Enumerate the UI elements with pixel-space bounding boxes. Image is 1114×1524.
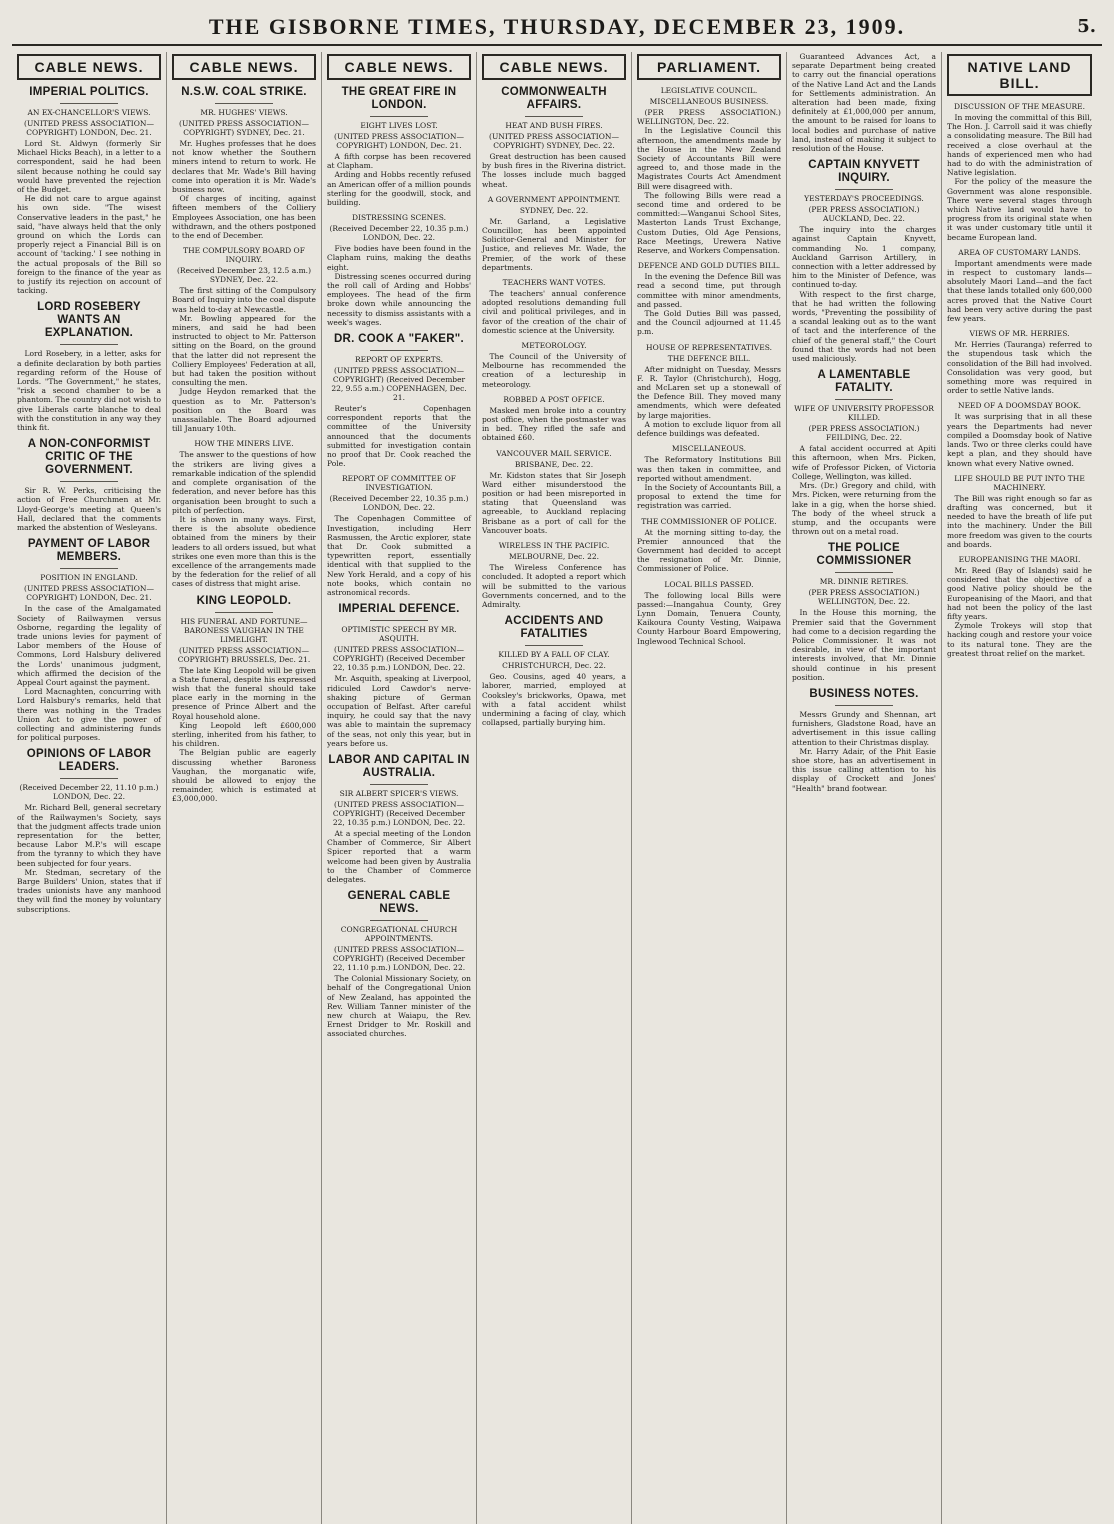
article-paragraph: In the House this morning, the Premier said that the Government had come to a decision regarding the Police Commissioner. It was not desirable, in view of the important interests involved, that Mr. Dinnie should continue in his present position. bbox=[792, 608, 936, 682]
article-dateline: (UNITED PRESS ASSOCIATION—COPYRIGHT) (Received December 22, 10.35 p.m.) LONDON, Dec. 22. bbox=[332, 799, 466, 827]
article-paragraph: Sir R. W. Perks, criticising the action of Free Churchmen at Mr. Lloyd-George's meeting at Queen's Hall, declared that the comments marked the abstention of Wesleyans. bbox=[17, 486, 161, 533]
article-subheading: VIEWS OF MR. HERRIES. bbox=[969, 329, 1070, 339]
article-paragraph: Five bodies have been found in the Clapham ruins, making the deaths eight. bbox=[327, 244, 471, 272]
article bbox=[482, 615, 626, 727]
article-dateline: (PER PRESS ASSOCIATION.) WELLINGTON, Dec. 22. bbox=[808, 588, 920, 607]
headline-rule bbox=[370, 920, 428, 921]
article-headline: THE POLICE COMMISSIONER bbox=[816, 542, 912, 568]
article-paragraph: The following local Bills were passed:—Inangahua County, Grey Lynn Domain, Tenuera County, Kaikoura County Vesting, Waipawa County Harbour Board Empowering, Inglewood Technical School. bbox=[637, 590, 781, 646]
article-paragraph: Masked men broke into a country post office, when the postmaster was in bed. They rifled the safe and obtained £60. bbox=[482, 405, 626, 443]
column-header: NATIVE LAND BILL. bbox=[947, 54, 1092, 96]
article bbox=[482, 541, 626, 609]
column-header: CABLE NEWS. bbox=[327, 54, 471, 80]
article-paragraph: Mr. Bowling appeared for the miners, and said he had been instructed to object to Mr. Patterson sitting on the Board, on the ground that the latter did not represent the Colliery Employees' Federation at all, but had taken the position without consulting the men. bbox=[172, 313, 316, 388]
article-subheading: HOUSE OF REPRESENTATIVES. bbox=[646, 342, 772, 352]
article-subheading: REPORT OF COMMITTEE OF INVESTIGATION. bbox=[342, 474, 456, 493]
article-headline: ACCIDENTS AND FATALITIES bbox=[504, 615, 604, 641]
article-dateline: MELBOURNE, Dec. 22. bbox=[508, 552, 600, 562]
column-3 bbox=[322, 52, 477, 1524]
column-6 bbox=[787, 52, 942, 1524]
article-dateline: (UNITED PRESS ASSOCIATION—COPYRIGHT) SYDNEY, Dec. 21. bbox=[179, 119, 309, 137]
headline-rule bbox=[835, 399, 893, 400]
article-subheading: MR. HUGHES' VIEWS. bbox=[200, 108, 288, 117]
article bbox=[947, 401, 1092, 467]
headline-rule bbox=[215, 612, 273, 613]
article-paragraph: Mr. Asquith, speaking at Liverpool, ridiculed Lord Cawdor's nerve-shaking picture of German occupation of Belfast. After careful inquiry, he could say that the navy was able to maintain the supremacy of the seas, not only this year, but in years before us. bbox=[327, 674, 471, 748]
article bbox=[947, 102, 1092, 242]
column-7 bbox=[942, 52, 1097, 1524]
article bbox=[947, 555, 1092, 658]
article-paragraph: Of charges of inciting, against fifteen members of the Colliery Employees Association, one has been withdrawn, and the others postponed to the end of December. bbox=[172, 194, 316, 241]
article-paragraph: The Gold Duties Bill was passed, and the Council adjourned at 11.45 p.m. bbox=[637, 309, 781, 337]
article-dateline: (UNITED PRESS ASSOCIATION—COPYRIGHT) (Received December 22, 11.10 p.m.) LONDON, Dec. 22. bbox=[332, 945, 466, 973]
article-paragraph: At the morning sitting to-day, the Premier announced that the Government had decided to accept the resignation of Mr. Dinnie, Commissioner of Police. bbox=[637, 527, 781, 574]
article bbox=[947, 248, 1092, 323]
page-number: 5. bbox=[1077, 16, 1096, 37]
headline-rule bbox=[370, 350, 428, 351]
article bbox=[637, 86, 781, 255]
article-headline: DR. COOK A "FAKER". bbox=[333, 333, 465, 346]
column-header: CABLE NEWS. bbox=[482, 54, 626, 80]
article-subheading: DISCUSSION OF THE MEASURE. bbox=[953, 102, 1086, 111]
article-paragraph: The answer to the questions of how the strikers are living gives a remarkable indication of the splendid and complete organisation of the federation, and never before has this organisation been brought to such a pitch of perfection. bbox=[172, 450, 316, 515]
article-paragraph: Mrs. (Dr.) Gregory and child, with Mrs. Picken, were returning from the lake in a gig, when the horse shied. The body of the wheel struck a stump, and the occupants were thrown out on a metal road. bbox=[792, 481, 936, 537]
article-dateline: (UNITED PRESS ASSOCIATION—COPYRIGHT) LONDON, Dec. 21. bbox=[24, 584, 154, 603]
article-headline: LABOR AND CAPITAL IN AUSTRALIA. bbox=[328, 753, 470, 779]
article-headline: IMPERIAL DEFENCE. bbox=[338, 603, 460, 616]
article-paragraph: He did not care to argue against his own side. "The wisest Conservative leaders in the past," he said, "have always held that the only ground on which the Lords can properly reject a Financial Bill is on account of 'tacking.' I see nothing in the actual proposals of the Bill so foreign to the finance of the year as to justify its rejection on account of tacking. bbox=[17, 194, 161, 296]
article-dateline: (Received December 23, 12.5 a.m.) SYDNEY, Dec. 22. bbox=[177, 266, 311, 285]
article-subheading: MR. DINNIE RETIRES. bbox=[819, 577, 909, 587]
article bbox=[172, 246, 316, 433]
article-headline: A NON-CONFORMIST CRITIC OF THE GOVERNMENT. bbox=[27, 438, 151, 477]
article-paragraph: A motion to exclude liquor from all defence buildings was defeated. bbox=[637, 419, 781, 439]
article-dateline: (UNITED PRESS ASSOCIATION—COPYRIGHT) SYDNEY, Dec. 22. bbox=[489, 132, 619, 150]
article-headline: IMPERIAL POLITICS. bbox=[29, 86, 149, 98]
article-subheading: HEAT AND BUSH FIRES. bbox=[505, 121, 603, 130]
article-paragraph: In the Society of Accountants Bill, a proposal to extend the time for registration was carried. bbox=[637, 482, 781, 511]
article bbox=[637, 343, 781, 439]
article-dateline: (UNITED PRESS ASSOCIATION—COPYRIGHT) BRUSSELS, Dec. 21. bbox=[177, 645, 311, 664]
article-paragraph: Mr. Reed (Bay of Islands) said he considered that the objective of a good Native policy should be the Europeanising of the Maori, and that had not been the policy of the last fifty years. bbox=[947, 565, 1092, 621]
article-paragraph: Mr. Kidston states that Sir Joseph Ward either misunderstood the position or had been misreported in stating that Queensland was agreeable, to Auckland replacing Brisbane as a port of call for the Vancouver boats. bbox=[482, 470, 626, 535]
article-headline: LORD ROSEBERY WANTS AN EXPLANATION. bbox=[37, 301, 141, 340]
headline-rule bbox=[835, 572, 893, 573]
headline-rule bbox=[525, 116, 583, 117]
article bbox=[482, 341, 626, 389]
column-2 bbox=[167, 52, 322, 1524]
article-subheading: CONGREGATIONAL CHURCH APPOINTMENTS. bbox=[340, 925, 458, 944]
article-subheading: AREA OF CUSTOMARY LANDS. bbox=[958, 247, 1081, 257]
article-paragraph: Important amendments were made in respect to customary lands—absolutely Maori Land—and the fact that these lands totalled only 600,000 acres proved that the Native Court had been very active during the past few years. bbox=[947, 258, 1092, 324]
article-subheading: DEFENCE AND GOLD DUTIES BILL. bbox=[637, 261, 781, 271]
article-dateline: BRISBANE, Dec. 22. bbox=[514, 459, 594, 469]
article bbox=[637, 261, 781, 336]
column-header: CABLE NEWS. bbox=[172, 54, 316, 80]
article-headline: THE GREAT FIRE IN LONDON. bbox=[341, 86, 457, 111]
article-subheading: REPORT OF EXPERTS. bbox=[354, 355, 444, 365]
article bbox=[172, 439, 316, 588]
column-1 bbox=[12, 52, 167, 1524]
masthead-title: THE GISBORNE TIMES, THURSDAY, DECEMBER 23, 1909. bbox=[208, 14, 906, 39]
article-paragraph: Reuter's Copenhagen correspondent reports that the committee of the University announced that the documents submitted for investigation contain no proof that Dr. Cook reached the Pole. bbox=[327, 404, 471, 469]
column-5 bbox=[632, 52, 787, 1524]
article-dateline: (Received December 22, 11.10 p.m.) LONDON, Dec. 22. bbox=[19, 783, 159, 802]
article-paragraph: Lord Macnaghten, concurring with Lord Halsbury's remarks, held that there was nothing in the Trades Union Act to give the power of collecting and administering funds for political purposes. bbox=[17, 687, 161, 743]
article-paragraph: The Bill was right enough so far as drafting was concerned, but it needed to have the breath of life put into the machinery. Under the Bill more freedom was given to the courts and boards. bbox=[947, 493, 1092, 549]
article-headline: BUSINESS NOTES. bbox=[809, 687, 919, 700]
headline-rule bbox=[370, 620, 428, 621]
article-subheading: MISCELLANEOUS. bbox=[671, 444, 747, 454]
masthead bbox=[12, 10, 1102, 46]
article-subheading: WIFE OF UNIVERSITY PROFESSOR KILLED. bbox=[794, 404, 934, 423]
article bbox=[327, 603, 471, 748]
article bbox=[482, 395, 626, 443]
article-paragraph: King Leopold left £600,000 sterling, inherited from his father, to his children. bbox=[172, 720, 316, 749]
article-paragraph: The Copenhagen Committee of Investigation, including Herr Rasmussen, the Arctic explorer, state that Dr. Cook submitted a typewritten report, essentially identical with that supplied to the New York Herald, and a copy of his note books, which contain no astronomical records. bbox=[327, 514, 471, 598]
article-paragraph: Lord Rosebery, in a letter, asks for a definite declaration by both parties regarding reform of the House of Lords. "The Government," he states, "risk a second chamber to be a phantom. The country did not wish to give Liberals carte blanche to deal with the constitution in any way they think fit. bbox=[17, 349, 161, 433]
article bbox=[482, 86, 626, 189]
article-paragraph: The Colonial Missionary Society, on behalf of the Congregational Union of New Zealand, has appointed the Rev. William Tanner minister of the new church at Waiapu, the Rev. Ernest Dridger to Mr. Roskill and associated churches. bbox=[327, 974, 471, 1039]
article-dateline: CHRISTCHURCH, Dec. 22. bbox=[502, 661, 606, 671]
article-subheading: TEACHERS WANT VOTES. bbox=[502, 278, 606, 288]
article-subheading: METEOROLOGY. bbox=[521, 341, 587, 351]
article-paragraph: (PER PRESS ASSOCIATION.) WELLINGTON, Dec. 22. bbox=[637, 108, 781, 127]
article-subheading: VANCOUVER MAIL SERVICE. bbox=[496, 448, 612, 458]
article bbox=[792, 369, 936, 536]
columns bbox=[12, 52, 1102, 1524]
article-paragraph: Mr. Herries (Tauranga) referred to the stupendous task which the consolidation of the Bill had involved. Consolidation was very good, but something more was required in order to settle Native lands. bbox=[947, 340, 1092, 396]
article-subheading: LEGISLATIVE COUNCIL. bbox=[660, 86, 758, 95]
article-paragraph: The teachers' annual conference adopted resolutions demanding full civil and political privileges, and in favor of the creation of the chair of domestic science at the University. bbox=[482, 289, 626, 335]
article bbox=[637, 580, 781, 646]
article bbox=[637, 444, 781, 510]
article-paragraph: At a special meeting of the London Chamber of Commerce, Sir Albert Spicer reported that a warm welcome had been given by Australia to the Chamber of Commerce delegates. bbox=[327, 828, 471, 884]
headline-rule bbox=[370, 116, 428, 117]
article-paragraph: The Belgian public are eagerly discussing whether Baroness Vaughan, the morganatic wife, should be allowed to enjoy the remainder, which is estimated at £3,000,000. bbox=[172, 748, 316, 804]
article-paragraph: Distressing scenes occurred during the roll call of Arding and Hobbs' employees. The head of the firm broke down while announcing the necessity to dismiss assistants with a week's wages. bbox=[327, 271, 471, 327]
article-dateline: SYDNEY, Dec. 22. bbox=[519, 205, 589, 215]
article-paragraph: Judge Heydon remarked that the question as to Mr. Patterson's position on the Board was unassailable. The Board adjourned till January 10th. bbox=[172, 387, 316, 434]
article-subheading: KILLED BY A FALL OF CLAY. bbox=[498, 650, 610, 660]
headline-rule bbox=[835, 189, 893, 190]
headline-rule bbox=[525, 645, 583, 646]
article-headline: CAPTAIN KNYVETT INQUIRY. bbox=[808, 159, 920, 185]
article-subheading: EUROPEANISING THE MAORI. bbox=[958, 554, 1081, 564]
article-subheading: YESTERDAY'S PROCEEDINGS. bbox=[804, 194, 924, 204]
article-paragraph: In the Legislative Council this afternoon, the amendments made by the House in the New Zealand Society of Accountants Bill were agreed to, and those made in the Magistrates Courts Act Amendment Bill were disagreed with. bbox=[637, 126, 781, 191]
article-dateline: (UNITED PRESS ASSOCIATION—COPYRIGHT) LONDON, Dec. 21. bbox=[24, 119, 154, 137]
article-subheading: LOCAL BILLS PASSED. bbox=[664, 579, 754, 589]
article-paragraph: Lord St. Aldwyn (formerly Sir Michael Hicks Beach), in a letter to a correspondent, said he had been silent because nothing he could say would have prevented the rejection of the Budget. bbox=[17, 139, 161, 195]
article-paragraph: The Reformatory Institutions Bill was then taken in committee, and reported without amendment. bbox=[637, 455, 781, 483]
article-paragraph: Arding and Hobbs recently refused an American offer of a million pounds sterling for the goodwill, stock, and building. bbox=[327, 170, 471, 208]
article-paragraph: It is shown in many ways. First, there is the absolute obedience obtained from the miners by their leaders to all orders issued, but what strikes one even more than this is the excellence of the arrangements made by the federation for the relief of all cases of distress that might arise. bbox=[172, 514, 316, 589]
article bbox=[947, 329, 1092, 395]
article bbox=[482, 278, 626, 335]
article-headline: OPINIONS OF LABOR LEADERS. bbox=[26, 748, 152, 774]
article bbox=[792, 542, 936, 682]
article bbox=[17, 301, 161, 432]
article-dateline: (UNITED PRESS ASSOCIATION—COPYRIGHT) (Received December 22, 9.55 a.m.) COPENHAGEN, Dec. 21. bbox=[331, 366, 467, 403]
article-paragraph: Geo. Cousins, aged 40 years, a laborer, married, employed at Cooksley's brickworks, Opawa, met with a fatal accident whilst undermining a facing of clay, which collapsed, partially burying him. bbox=[482, 672, 626, 728]
headline-rule bbox=[60, 344, 118, 345]
article bbox=[172, 86, 316, 240]
article-subheading: HIS FUNERAL AND FORTUNE—BARONESS VAUGHAN IN THE LIMELIGHT. bbox=[180, 616, 308, 644]
headline-rule bbox=[60, 103, 118, 104]
article-dateline: THE DEFENCE BILL. bbox=[667, 353, 751, 363]
article bbox=[17, 438, 161, 532]
article-subheading: LIFE SHOULD BE PUT INTO THE MACHINERY. bbox=[954, 473, 1085, 492]
article-subheading: HOW THE MINERS LIVE. bbox=[194, 439, 294, 449]
article bbox=[17, 748, 161, 913]
article-paragraph: The late King Leopold will be given a State funeral, despite his expressed wish that the funeral should take place early in the morning in the presence of Prince Albert and the Royal household alone. bbox=[172, 665, 316, 721]
article-paragraph: For the policy of the measure the Government was alone responsible. There were several stages through which Native land would have to progress from its original state when it was under customary title until it became European land. bbox=[947, 177, 1092, 242]
article-paragraph: It was surprising that in all these years the Departments had never compiled a Doomsday book of Native lands. Two or three clerks could have kept a plan, and they should have known what every Native owned. bbox=[947, 412, 1092, 468]
article-paragraph: Mr. Harry Adair, of the Phit Easie shoe store, has an advertisement in this issue calling attention to his display of Crockett and Jones' "Health" brand footwear. bbox=[792, 746, 936, 793]
article bbox=[327, 890, 471, 1038]
article-headline: PAYMENT OF LABOR MEMBERS. bbox=[27, 538, 151, 564]
article-subheading: AN EX-CHANCELLOR'S VIEWS. bbox=[27, 108, 151, 117]
article-dateline: (UNITED PRESS ASSOCIATION—COPYRIGHT) LONDON, Dec. 21. bbox=[334, 132, 464, 150]
article bbox=[17, 86, 161, 295]
article bbox=[327, 474, 471, 597]
article-subheading: ROBBED A POST OFFICE. bbox=[503, 394, 605, 404]
article-subheading: NEED OF A DOOMSDAY BOOK. bbox=[958, 401, 1081, 411]
article bbox=[327, 333, 471, 468]
article-subheading: A GOVERNMENT APPOINTMENT. bbox=[487, 194, 621, 204]
article-paragraph: Mr. Stedman, secretary of the Barge Builders' Union, states that if trades unionists have any manhood they will find the money by voluntary subscriptions. bbox=[17, 867, 161, 914]
headline-rule bbox=[835, 705, 893, 706]
article-subheading: SIR ALBERT SPICER'S VIEWS. bbox=[339, 788, 459, 798]
headline-rule bbox=[60, 778, 118, 779]
article-dateline: (PER PRESS ASSOCIATION.) AUCKLAND, Dec. 22. bbox=[808, 205, 920, 224]
column-header: CABLE NEWS. bbox=[17, 54, 161, 80]
article bbox=[792, 688, 936, 793]
headline-rule bbox=[60, 568, 118, 569]
article-paragraph: In the evening the Defence Bill was read a second time, put through committee with minor amendments, and passed. bbox=[637, 272, 781, 309]
headline-rule bbox=[370, 784, 428, 785]
article-paragraph: Guaranteed Advances Act, a separate Department being created to carry out the financial operations of the Native Land Act and the Lands for Settlements administration. An alteration had been made, fixing definitely at £1,000,000 per annum, the amount to be raised for loans to local bodies and purchase of native land, instead of making it subject to resolution of the House. bbox=[792, 52, 936, 154]
article-headline: COMMONWEALTH AFFAIRS. bbox=[501, 86, 607, 111]
article-paragraph: With respect to the first charge, that he had written the following words, "Preventing the possibility of a scandal leaking out as to the want of tact and the interference of the chief of the general staff," the Court found that the words had not been used maliciously. bbox=[792, 289, 936, 364]
article-paragraph: Mr. Richard Bell, general secretary of the Railwaymen's Society, says that the judgment affects trade union representation for the better, because Labor M.P.'s will escape from the tyranny to which they have been subjected for four years. bbox=[17, 803, 161, 868]
article bbox=[327, 213, 471, 327]
article-paragraph: The Council of the University of Melbourne has recommended the creation of a lectureship in meteorology. bbox=[482, 352, 626, 389]
article bbox=[792, 159, 936, 363]
article-dateline: MISCELLANEOUS BUSINESS. bbox=[649, 97, 769, 106]
article-headline: GENERAL CABLE NEWS. bbox=[347, 890, 451, 916]
article bbox=[637, 517, 781, 574]
article bbox=[17, 538, 161, 742]
article-headline: A LAMENTABLE FATALITY. bbox=[817, 369, 911, 395]
article-paragraph: Mr. Garland, a Legislative Councillor, has been appointed Solicitor-General and Minister for Justice, and relieves Mr. Wade, the Premier, of the work of these departments. bbox=[482, 216, 626, 272]
column-header: PARLIAMENT. bbox=[637, 54, 781, 80]
article-paragraph: The first sitting of the Compulsory Board of Inquiry into the coal dispute was held to-day at Newcastle. bbox=[172, 286, 316, 314]
article-headline: KING LEOPOLD. bbox=[196, 594, 292, 607]
article-dateline: (Received December 22, 10.35 p.m.) LONDON, Dec. 22. bbox=[329, 224, 469, 243]
column-4 bbox=[477, 52, 632, 1524]
article-paragraph: The following Bills were read a second time and ordered to be committed:—Wanganui School Sites, Masterton Lands Trust Exchange, Custom Duties, Old Age Pensions, Race Meetings, Urewera Native Reserve, and Workers Compensation. bbox=[637, 190, 781, 256]
article bbox=[327, 754, 471, 884]
article-subheading: POSITION IN ENGLAND. bbox=[40, 573, 138, 583]
article-paragraph: Great destruction has been caused by bush fires in the Riverina district. The losses include much bagged wheat. bbox=[482, 152, 626, 189]
article bbox=[792, 52, 936, 153]
headline-rule bbox=[215, 103, 273, 104]
article-subheading: EIGHT LIVES LOST. bbox=[360, 121, 438, 130]
article-subheading: DISTRESSING SCENES. bbox=[352, 213, 446, 223]
article-dateline: (PER PRESS ASSOCIATION.) FEILDING, Dec. 22. bbox=[808, 424, 920, 443]
article-paragraph: In the case of the Amalgamated Society of Railwaymen versus Osborne, regarding the legality of trade unions levies for payment of Labor members of the House of Commons, Lord Halsbury delivered the Lords' unanimous judgment, which affirmed the decision of the Appeal Court against the payment. bbox=[17, 604, 161, 687]
article bbox=[482, 195, 626, 272]
article-paragraph: A fifth corpse has been recovered at Clapham. bbox=[327, 152, 471, 171]
article-paragraph: Zymole Trokeys will stop that hacking cough and restore your voice to its natural tone. They are the greatest throat relief on the market. bbox=[947, 621, 1092, 658]
article-paragraph: A fatal accident occurred at Apiti this afternoon, when Mrs. Picken, wife of Professor Picken, of Victoria College, Wellington, was killed. bbox=[792, 444, 936, 481]
article bbox=[327, 86, 471, 207]
article-subheading: THE COMPULSORY BOARD OF INQUIRY. bbox=[183, 246, 305, 265]
article bbox=[947, 474, 1092, 549]
article bbox=[482, 449, 626, 535]
article-headline: N.S.W. COAL STRIKE. bbox=[181, 86, 307, 98]
article-paragraph: The inquiry into the charges against Captain Knyvett, commanding No. 1 company, Auckland Garrison Artillery, in connection with a letter addressed by him to the Minister of Defence, was continued to-day. bbox=[792, 225, 936, 290]
headline-rule bbox=[60, 481, 118, 482]
article-subheading: WIRELESS IN THE PACIFIC. bbox=[498, 541, 610, 551]
article-dateline: (UNITED PRESS ASSOCIATION—COPYRIGHT) (Received December 22, 10.35 p.m.) LONDON, Dec. 22. bbox=[332, 645, 466, 673]
article-paragraph: In moving the committal of this Bill, The Hon. J. Carroll said it was chiefly a consolidating measure. The Bill had received a close overhaul at the hands of experienced men who had had to do with the administration of Native legislation. bbox=[947, 113, 1092, 178]
article-paragraph: Messrs Grundy and Shennan, art furnishers, Gladstone Road, have an advertisement in this issue calling attention to their Christmas display. bbox=[792, 709, 936, 747]
article-dateline: (Received December 22, 10.35 p.m.) LONDON, Dec. 22. bbox=[329, 494, 469, 513]
article-paragraph: The Wireless Conference has concluded. It adopted a report which will be submitted to the various Governments concerned, and to the Admiralty. bbox=[482, 563, 626, 609]
article-subheading: OPTIMISTIC SPEECH BY MR. ASQUITH. bbox=[341, 625, 457, 644]
article-paragraph: Mr. Hughes professes that he does not know whether the Southern miners intend to return to work. He declares that Mr. Wade's Bill having come into operation it is Mr. Wade's business now. bbox=[172, 139, 316, 195]
article bbox=[172, 595, 316, 804]
article-paragraph: After midnight on Tuesday, Messrs F. R. Taylor (Christchurch), Hogg, and McLaren set up a stonewall of the Defence Bill. They moved many amendments, which were defeated by large majorities. bbox=[637, 364, 781, 420]
article-subheading: THE COMMISSIONER OF POLICE. bbox=[641, 516, 777, 526]
